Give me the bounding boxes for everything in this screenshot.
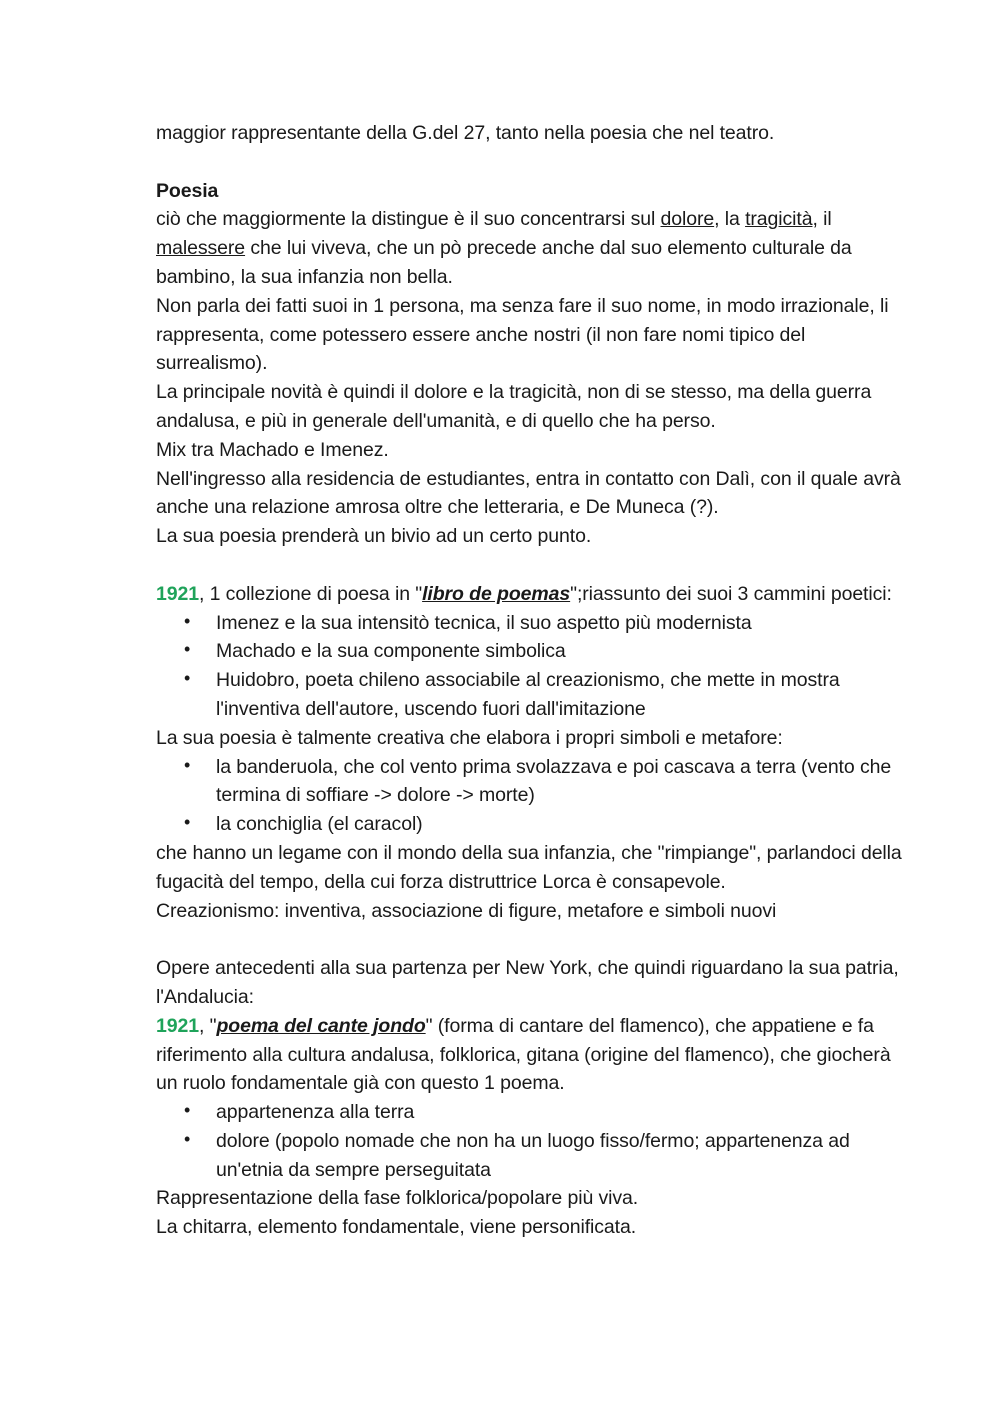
list-item: • Huidobro, poeta chileno associabile al creazionismo, che mette in mostra l'inventiva dell'autore, uscendo fuori dall'imitazione — [156, 666, 916, 724]
poesia-paragraph — [156, 205, 916, 291]
bullet-list-poema — [156, 1098, 916, 1184]
underlined-term-tragicita: tragicità — [745, 208, 813, 231]
text-run: , il — [812, 208, 832, 231]
year-label: 1921 — [156, 1014, 199, 1037]
paragraph-creazionismo: Creazionismo: inventiva, associazione di figure, metafore e simboli nuovi — [156, 899, 777, 922]
text-run: ciò che maggiormente la distingue è il suo concentrarsi sul — [156, 208, 661, 231]
work-title-libro-de-poemas: libro de poemas — [422, 582, 571, 605]
paragraph-chitarra: La chitarra, elemento fondamentale, viene personificata. — [156, 1216, 637, 1239]
text-run: ";riassunto dei suoi 3 cammini poetici: — [570, 582, 892, 605]
libro-paragraph — [156, 580, 916, 609]
bullet-list-cammini — [156, 609, 916, 724]
year-label: 1921 — [156, 582, 199, 605]
text-run: che lui viveva, che un pò precede anche dal suo elemento culturale da bambino, la sua infanzia non bella. — [156, 237, 852, 288]
intro-paragraph: maggior rappresentante della G.del 27, tanto nella poesia che nel teatro. — [156, 122, 775, 144]
section-heading-poesia: Poesia — [156, 179, 219, 202]
list-item: • la conchiglia (el caracol) — [156, 810, 916, 839]
underlined-term-dolore: dolore — [660, 208, 715, 231]
paragraph-simboli: La sua poesia è talmente creativa che elabora i propri simboli e metafore: — [156, 726, 783, 749]
spacer — [156, 148, 916, 177]
text-run: " (forma di cantare del flamenco), che appatiene e fa riferimento alla cultura andalusa, folklorica, gitana (origine del flamenco), che giocherà un ruolo fondamentale già con questo 1 poema. — [156, 1014, 891, 1095]
list-item: • Imenez e la sua intensitò tecnica, il suo aspetto più modernista — [156, 609, 916, 638]
list-item: • Machado e la sua componente simbolica — [156, 637, 916, 666]
paragraph-persona: Non parla dei fatti suoi in 1 persona, ma senza fare il suo nome, in modo irrazionale, li rappresenta, come potessero essere anche nostri (il non fare nomi tipico del surrealismo). — [156, 294, 889, 375]
paragraph-rappresentazione: Rappresentazione della fase folklorica/popolare più viva. — [156, 1187, 639, 1210]
paragraph-bivio: La sua poesia prenderà un bivio ad un certo punto. — [156, 525, 592, 548]
paragraph-novita: La principale novità è quindi il dolore e la tragicità, non di se stesso, ma della guerra andalusa, e più in generale dell'umanità, e di quello che ha perso. — [156, 381, 872, 432]
paragraph-residencia: Nell'ingresso alla residencia de estudiantes, entra in contatto con Dalì, con il quale avrà anche una relazione amrosa oltre che letteraria, e De Muneca (?). — [156, 467, 901, 519]
underlined-term-malessere: malessere — [156, 237, 246, 260]
spacer — [156, 925, 916, 954]
poema-paragraph — [156, 1012, 916, 1098]
list-item: • la banderuola, che col vento prima svolazzava e poi cascava a terra (vento che termina di soffiare -> dolore -> morte) — [156, 753, 916, 811]
list-item: • appartenenza alla terra — [156, 1098, 916, 1127]
list-item: • dolore (popolo nomade che non ha un luogo fisso/fermo; appartenenza ad un'etnia da sempre perseguitata — [156, 1127, 916, 1185]
spacer — [156, 551, 916, 580]
paragraph-infanzia: che hanno un legame con il mondo della sua infanzia, che "rimpiange", parlandoci della fugacità del tempo, della cui forza distruttrice Lorca è consapevole. — [156, 841, 902, 893]
paragraph-mix: Mix tra Machado e Imenez. — [156, 438, 389, 461]
document-page — [156, 119, 916, 1242]
paragraph-opere: Opere antecedenti alla sua partenza per New York, che quindi riguardano la sua patria, l'Andalucia: — [156, 957, 899, 1008]
work-title-poema-del-cante-jondo: poema del cante jondo — [216, 1014, 426, 1037]
text-run: , 1 collezione di poesa in " — [198, 582, 423, 605]
text-run: , la — [714, 208, 746, 231]
text-run: , " — [198, 1014, 217, 1037]
bullet-list-simboli — [156, 753, 916, 839]
